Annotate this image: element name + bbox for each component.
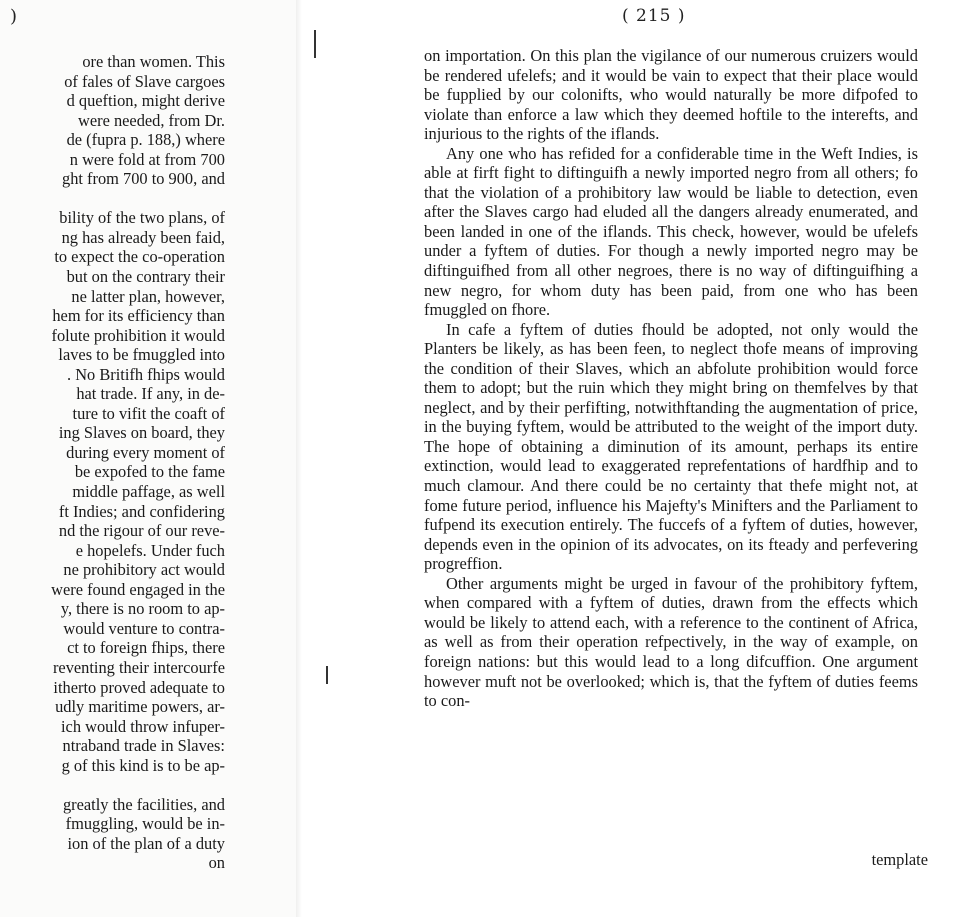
left-text-line: fmuggling, would be in-: [65, 814, 225, 834]
left-text-line: greatly the facilities, and: [62, 794, 225, 814]
left-text-line: but on the contrary their: [66, 267, 225, 287]
left-text-line: ion of the plan of a duty: [67, 833, 225, 853]
left-text-line: g of this kind is to be ap-: [61, 755, 225, 775]
paragraph: on importation. On this plan the vigilance of our numerous cruizers would be rendered ufelefs; and it would be vain to expect that their place would be fupplied by our colonifts, who would naturally be more difpofed to violate than enforce a law which they deemed hoftile to the interefts, and injurious to the rights of the iflands.: [424, 46, 918, 144]
left-text-line: ct to foreign fhips, there: [67, 638, 225, 658]
left-text-line: middle paffage, as well: [72, 482, 225, 502]
left-text-line: ne latter plan, however,: [71, 286, 225, 306]
left-text-line: reventing their intercourfe: [52, 657, 225, 677]
left-text-line: d queftion, might derive: [66, 91, 225, 111]
left-text-line: [0, 189, 225, 209]
left-text-line: n were fold at from 700: [69, 149, 225, 169]
left-text-line: y, there is no room to ap-: [60, 599, 225, 619]
left-page-text: [0, 52, 225, 873]
left-text-line: laves to be fmuggled into: [58, 345, 225, 365]
left-text-line: nd the rigour of our reve-: [58, 521, 225, 541]
left-text-line: were needed, from Dr.: [78, 110, 225, 130]
left-text-line: ore than women. This: [82, 52, 225, 71]
left-text-line: ght from 700 to 900, and: [62, 169, 225, 189]
left-text-line: ft Indies; and confidering: [58, 501, 225, 521]
left-text-line: hat trade. If any, in de-: [76, 384, 225, 404]
left-page-header: ): [10, 6, 18, 27]
left-text-line: [0, 775, 225, 795]
left-text-line: during every moment of: [66, 442, 225, 462]
left-text-line: e hopelefs. Under fuch: [75, 540, 225, 560]
left-text-line: ne prohibitory act would: [63, 560, 225, 580]
left-text-line: of fales of Slave cargoes: [64, 71, 225, 91]
left-text-line: to expect the co-operation: [54, 247, 225, 267]
left-text-line: be expofed to the fame: [74, 462, 225, 482]
left-text-line: on: [208, 853, 225, 873]
left-text-line: udly maritime powers, ar-: [55, 697, 225, 717]
catchword: template: [871, 850, 928, 869]
paragraph: Other arguments might be urged in favour of the prohibitory fyftem, when compared with a fyftem of duties, drawn from the effects which would be likely to attend each, with a reference to the continent of Africa, as well as from their operation refpectively, in the way of example, on foreign nations: but this would lead to a long difcuffion. One argument however muft not be overlooked; which is, that the fyftem of duties feems to con-: [424, 573, 918, 711]
left-text-line: de (fupra p. 188,) where: [66, 130, 225, 150]
left-text-line: ing Slaves on board, they: [58, 423, 225, 443]
left-text-line: folute prohibition it would: [51, 325, 225, 345]
left-text-line: would venture to contra-: [63, 618, 225, 638]
left-text-line: were found engaged in the: [51, 579, 225, 599]
margin-mark-bottom: [326, 666, 328, 684]
left-text-line: . No Britifh fhips would: [67, 364, 225, 384]
paragraph: In cafe a fyftem of duties fhould be adopted, not only would the Planters be likely, as has been feen, to neglect thofe means of improving the condition of their Slaves, which an abfolute prohibition would force them to adopt; but the ruin which they might bring on themfelves by that neglect, and by their perfifting, notwithftanding the augmentation of price, in the buying fyftem, would be attributed to the weight of the import duty. The hope of obtaining a diminution of its amount, perhaps its entire extinction, would lead to exaggerated reprefentations of hardfhip and to much clamour. And there could be no certainty that thefe might not, at fome future period, influence his Majefty's Minifters and the Parliament to fufpend its execution entirely. The fuccefs of a fyftem of duties, however, depends even in the opinion of its advocates, on its fteady and perfevering progreffion.: [424, 319, 918, 574]
margin-mark-top: [314, 30, 316, 58]
left-text-line: hem for its efficiency than: [52, 306, 225, 326]
left-text-line: itherto proved adequate to: [53, 677, 225, 697]
left-text-line: ich would throw infuper-: [61, 716, 225, 736]
page-number: ( 215 ): [622, 6, 686, 26]
left-text-line: ture to vifit the coaft of: [72, 403, 225, 423]
left-text-line: bility of the two plans, of: [59, 208, 225, 228]
left-text-line: ng has already been faid,: [61, 227, 225, 247]
left-text-line: ntraband trade in Slaves:: [62, 736, 225, 756]
book-gutter: [296, 0, 302, 917]
paragraph: Any one who has refided for a confiderable time in the Weft Indies, is able at firft fight to diftinguifh a newly imported negro from all others; fo that the violation of a prohibitory law would be liable to detection, even after the Slaves cargo had eluded all the dangers already enumerated, and been landed in one of the iflands. This check, however, would be ufelefs under a fyftem of duties. For though a newly imported negro may be diftinguifhed from all other negroes, there is no way of diftinguifhing a new negro, for whom duty has been paid, from one who has been fmuggled on fhore.: [424, 143, 918, 320]
right-page-text: [424, 46, 918, 711]
